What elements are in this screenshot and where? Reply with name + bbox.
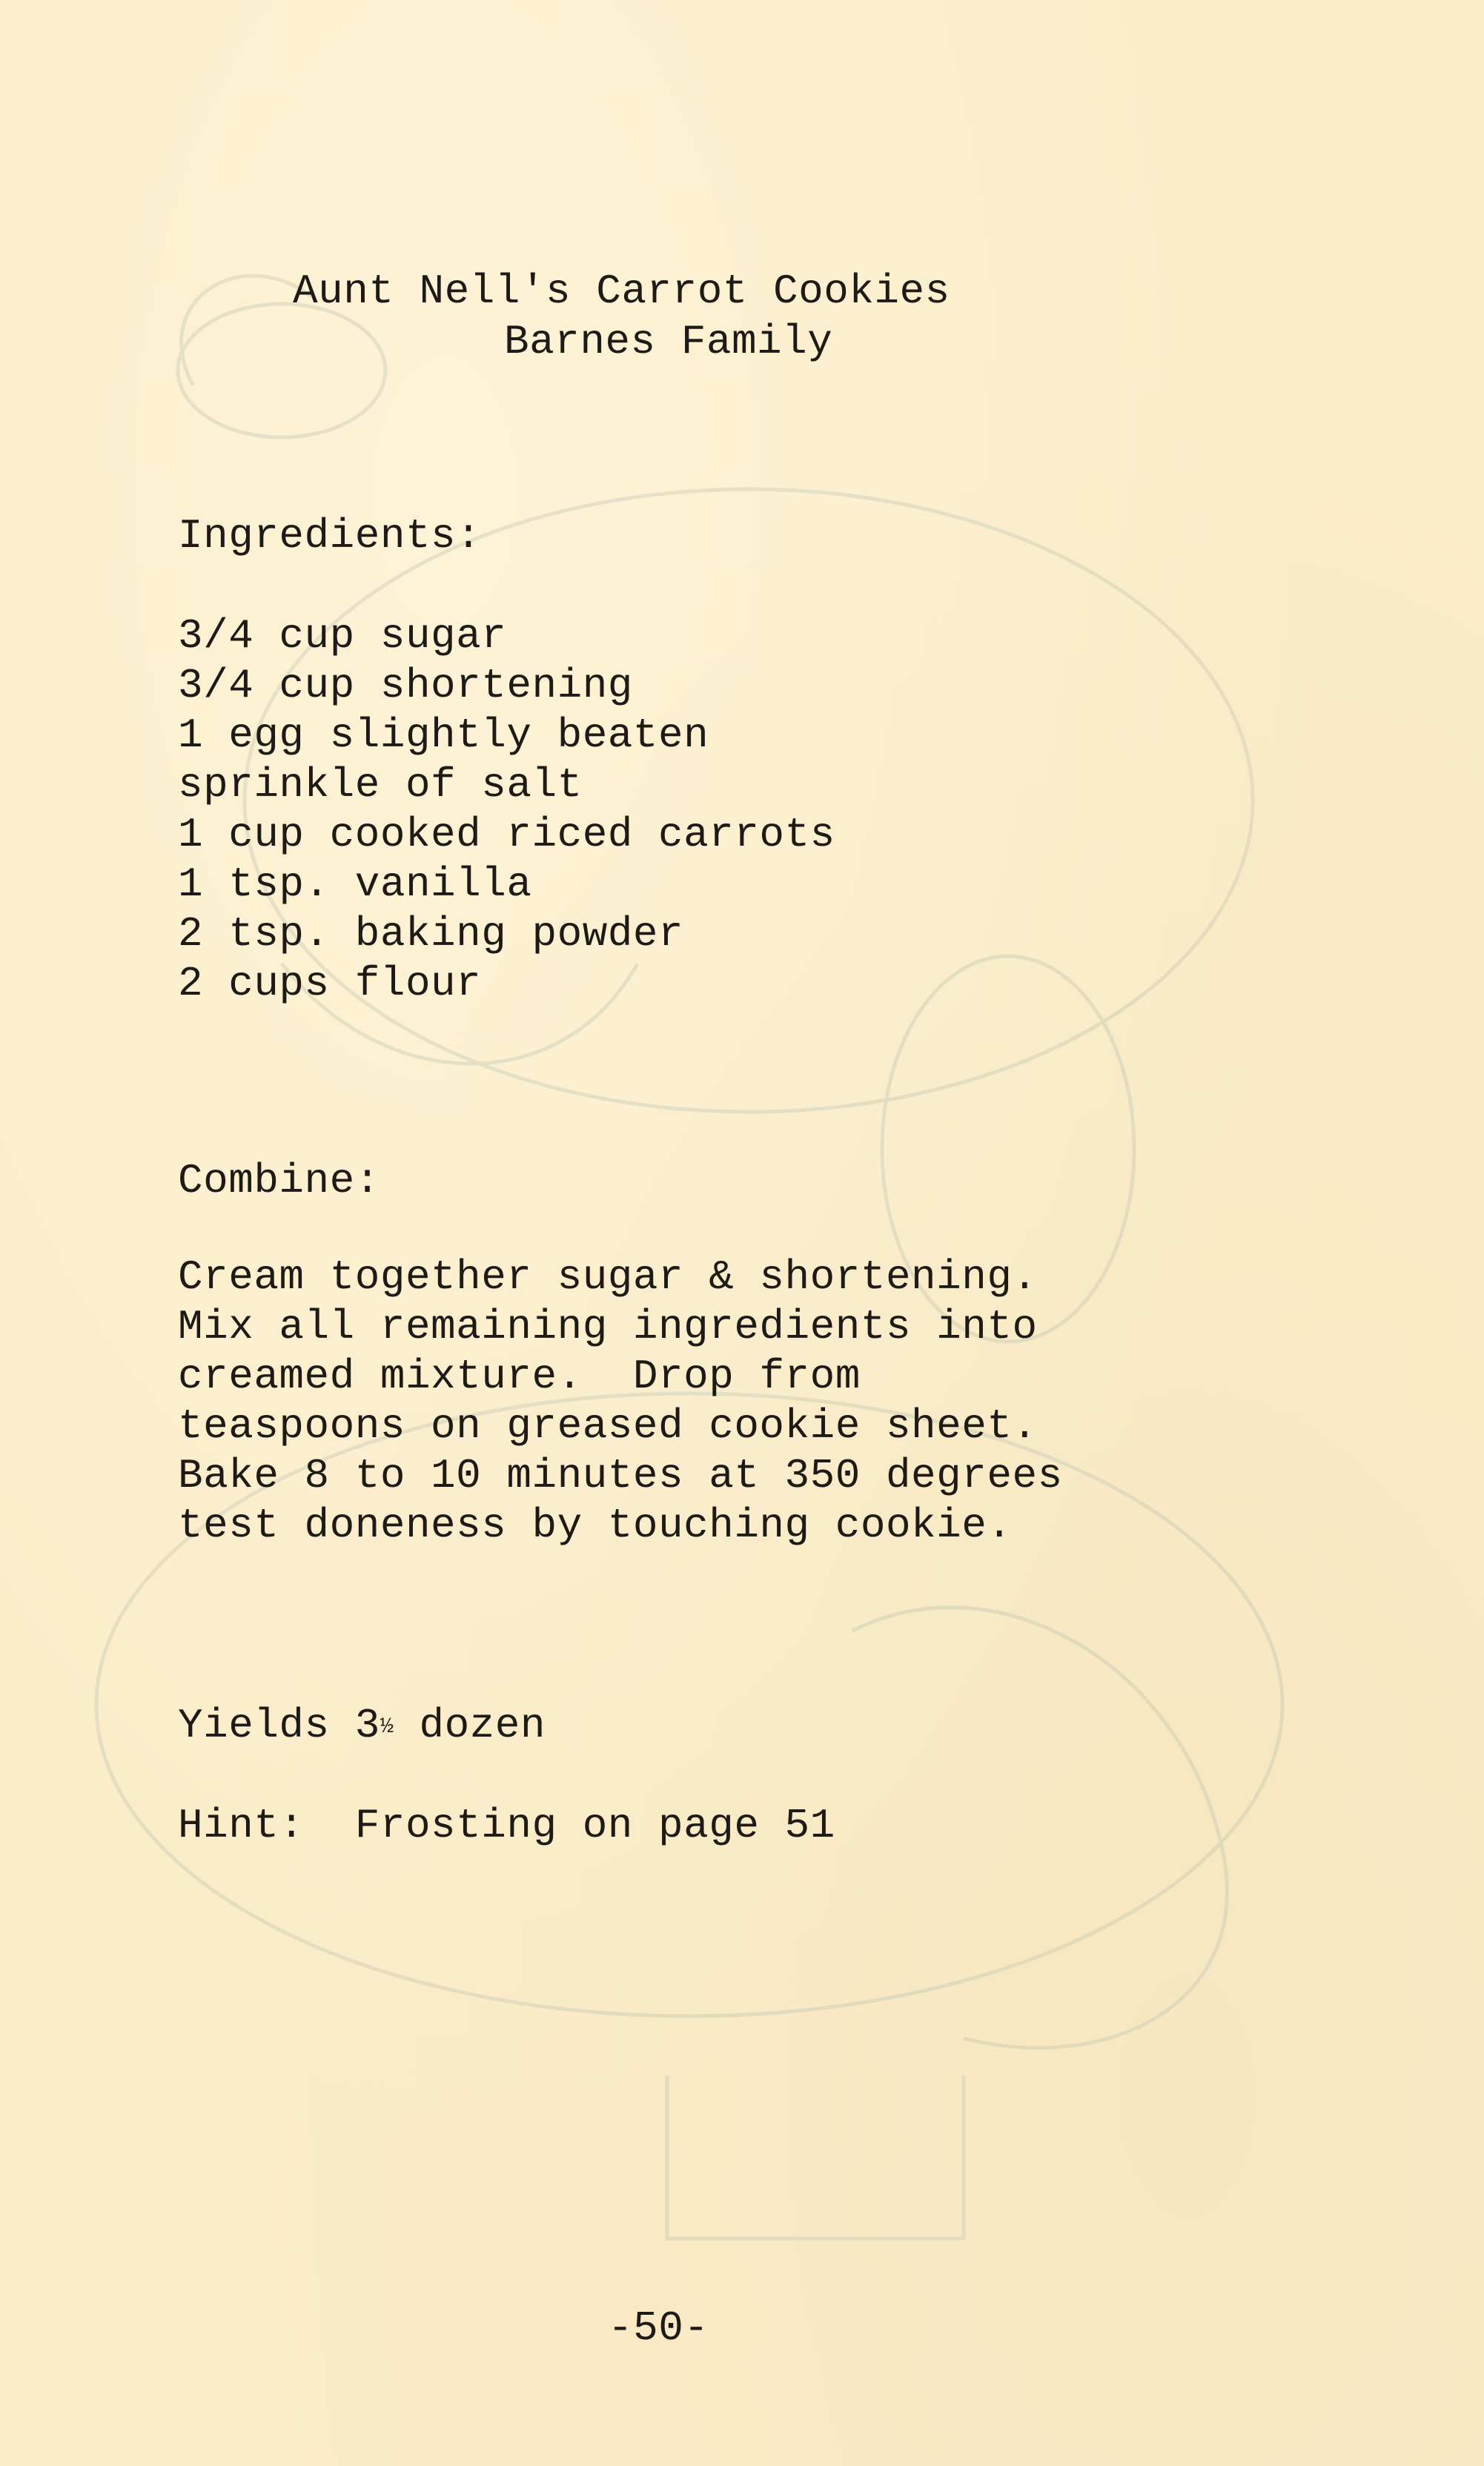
ingredient-item: sprinkle of salt — [178, 761, 583, 809]
ingredient-item: 3/4 cup shortening — [178, 662, 633, 709]
recipe-family: Barnes Family — [504, 318, 833, 365]
hint-line: Hint: Frosting on page 51 — [178, 1802, 835, 1849]
ingredients-list — [178, 611, 835, 1009]
direction-line: creamed mixture. Drop from — [178, 1353, 861, 1400]
recipe-title: Aunt Nell's Carrot Cookies — [293, 268, 950, 315]
yields-label: Yields 3 — [178, 1702, 380, 1749]
ingredient-item: 2 cups flour — [178, 960, 482, 1007]
combine-heading: Combine: — [178, 1157, 380, 1204]
ingredients-heading: Ingredients: — [178, 512, 482, 560]
ingredient-item: 1 tsp. vanilla — [178, 861, 532, 908]
ingredient-item: 1 egg slightly beaten — [178, 712, 709, 759]
direction-line: test doneness by touching cookie. — [178, 1502, 1013, 1549]
page-number: -50- — [608, 2304, 709, 2352]
yields-line — [178, 1701, 546, 1751]
ingredient-item: 2 tsp. baking powder — [178, 910, 684, 958]
direction-line: Mix all remaining ingredients into — [178, 1303, 1038, 1350]
directions-paragraph — [178, 1253, 1063, 1551]
yields-fraction: ½ — [380, 1714, 394, 1740]
ingredient-item: 3/4 cup sugar — [178, 612, 507, 660]
direction-line: teaspoons on greased cookie sheet. — [178, 1402, 1038, 1450]
direction-line: Cream together sugar & shortening. — [178, 1253, 1038, 1301]
direction-line: Bake 8 to 10 minutes at 350 degrees — [178, 1452, 1063, 1499]
ingredient-item: 1 cup cooked riced carrots — [178, 811, 835, 858]
yields-unit: dozen — [394, 1702, 546, 1749]
